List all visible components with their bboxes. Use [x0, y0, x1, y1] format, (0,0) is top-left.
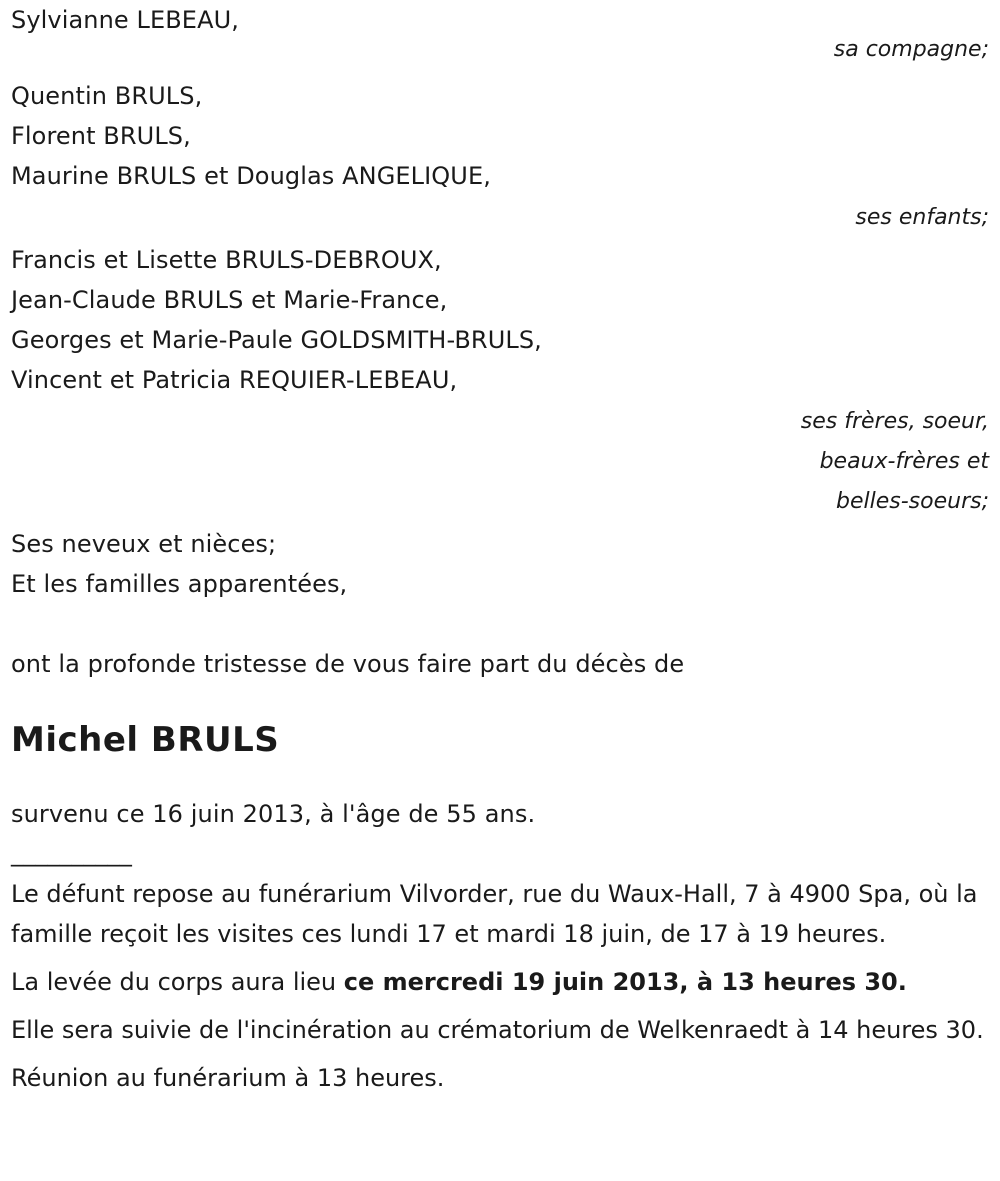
- partner-name: Sylvianne LEBEAU,: [11, 6, 239, 34]
- other-relatives: [11, 524, 989, 604]
- sibling-name: Vincent et Patricia REQUIER-LEBEAU,: [11, 366, 458, 394]
- siblings-role-line: beaux-frères et: [819, 449, 989, 474]
- levee-prefix: La levée du corps aura lieu: [11, 968, 344, 996]
- sibling-name: Georges et Marie-Paule GOLDSMITH-BRULS,: [11, 326, 542, 354]
- incineration-details: Elle sera suivie de l'incinération au crématorium de Welkenraedt à 14 heures 30.: [11, 1016, 984, 1044]
- child-name: Maurine BRULS et Douglas ANGELIQUE,: [11, 162, 491, 190]
- child-name: Florent BRULS,: [11, 122, 191, 150]
- reunion-details: Réunion au funérarium à 13 heures.: [11, 1064, 445, 1092]
- other-relatives-line: Et les familles apparentées,: [11, 570, 348, 598]
- partner-role: sa compagne;: [833, 37, 989, 62]
- deceased-name: Michel BRULS: [11, 720, 280, 760]
- children-list: [11, 76, 989, 196]
- repose-details: Le défunt repose au funérarium Vilvorder, rue du Waux-Hall, 7 à 4900 Spa, où la famille reçoit les visites ces lundi 17 et mardi 18 juin, de 17 à 19 heures.: [11, 880, 978, 948]
- separator: __________: [11, 839, 132, 867]
- obituary-notice: [11, 0, 989, 1098]
- siblings-role-line: belles-soeurs;: [836, 489, 989, 514]
- siblings-role: [11, 402, 989, 522]
- announcement-text: ont la profonde tristesse de vous faire part du décès de: [11, 650, 685, 678]
- death-info: survenu ce 16 juin 2013, à l'âge de 55 ans.: [11, 800, 536, 828]
- other-relatives-line: Ses neveux et nièces;: [11, 530, 277, 558]
- children-role: ses enfants;: [855, 205, 989, 230]
- levee-details: [11, 962, 986, 1002]
- sibling-name: Francis et Lisette BRULS-DEBROUX,: [11, 246, 442, 274]
- siblings-role-line: ses frères, soeur,: [800, 409, 989, 434]
- child-name: Quentin BRULS,: [11, 82, 203, 110]
- levee-date: ce mercredi 19 juin 2013, à 13 heures 30.: [343, 968, 907, 996]
- sibling-name: Jean-Claude BRULS et Marie-France,: [11, 286, 448, 314]
- siblings-list: [11, 240, 989, 400]
